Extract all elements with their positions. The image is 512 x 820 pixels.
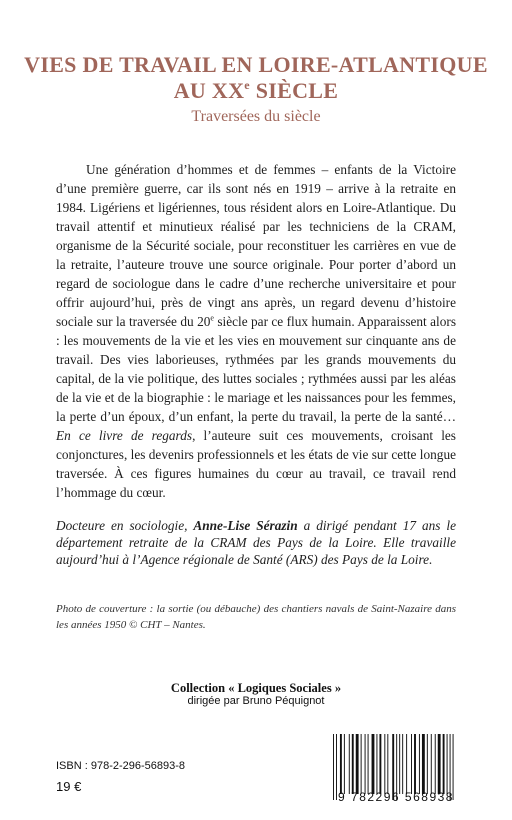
photo-credit: Photo de couverture : la sortie (ou débauche) des chantiers navals de Saint-Nazaire dans les années 1950 © CHT – Nantes.	[56, 603, 456, 631]
collection-director: dirigée par Bruno Péquignot	[187, 695, 325, 707]
barcode-digits: 9 782296 568938	[338, 790, 454, 804]
blurb-text	[56, 160, 456, 502]
book-title-line1: VIES DE TRAVAIL EN LOIRE-ATLANTIQUE	[24, 52, 488, 77]
blurb-part1: Une génération d’hommes et de femmes – enfants de la Victoire d’une première guerre, car ils sont nés en 1919 – arrive à la retraite en 1984. Ligériens et ligériennes, tous résident alors en Loire-Atlantique. Du travail attentif et minutieux réalisé par les techniciens de la CRAM, organisme de la Sécurité sociale, pour reconstituer les carrières en vue de la retraite, l’auteure trouve une source originale. Pour porter d’abord un regard de sociologue dans le cadre d’une recherche universitaire et pour offrir aujourd’hui, près de vingt ans après, un regard devenu d’histoire sociale sur la traversée du 20	[56, 162, 456, 329]
blurb-part4: , l’auteure suit ces mouvements, croisant les conjonctures, les devenirs professionnels et les états de vie sur cette longue traversée. À ces figures humaines du cœur au travail, ce travail rend l’hommage du cœur.	[56, 428, 456, 500]
title-superscript: e	[244, 78, 250, 92]
isbn: ISBN : 978-2-296-56893-8	[56, 760, 186, 772]
blurb-part2: siècle par ce flux humain. Apparaissent alors : les mouvements de la vie et les vies en mouvement sur cinquante ans de travail. Des vies laborieuses, rythmées par les grands mouvements du capital, de la vie politique, des luttes sociales ; rythmées aussi par les aléas de la vie et de la biographie : le mariage et les naissances pour les femmes, la perte d’un époux, d’un enfant, la perte du travail, la perte de la santé…	[56, 314, 456, 424]
author-name: Anne-Lise Sérazin	[193, 518, 298, 533]
price: 19 €	[56, 779, 82, 794]
title-line2-end: SIÈCLE	[249, 78, 339, 103]
author-bio	[56, 517, 456, 568]
title-line2-main: AU XX	[173, 78, 245, 103]
blurb-superscript: e	[210, 313, 214, 323]
author-bio-before: Docteure en sociologie,	[56, 518, 194, 533]
author-bio-after: a dirigé pendant 17 ans le département retraite de la CRAM des Pays de la Loire. Elle travaille aujourd’hui à l’Agence régionale de Santé (ARS) des Pays de la Loire.	[56, 518, 456, 567]
blurb-italic-phrase: En ce livre de regards	[56, 428, 193, 443]
collection-name: Collection « Logiques Sociales »	[170, 681, 342, 695]
book-title-line2	[0, 78, 512, 104]
blurb-paragraph	[56, 160, 456, 502]
book-subtitle: Traversées du siècle	[191, 108, 321, 125]
